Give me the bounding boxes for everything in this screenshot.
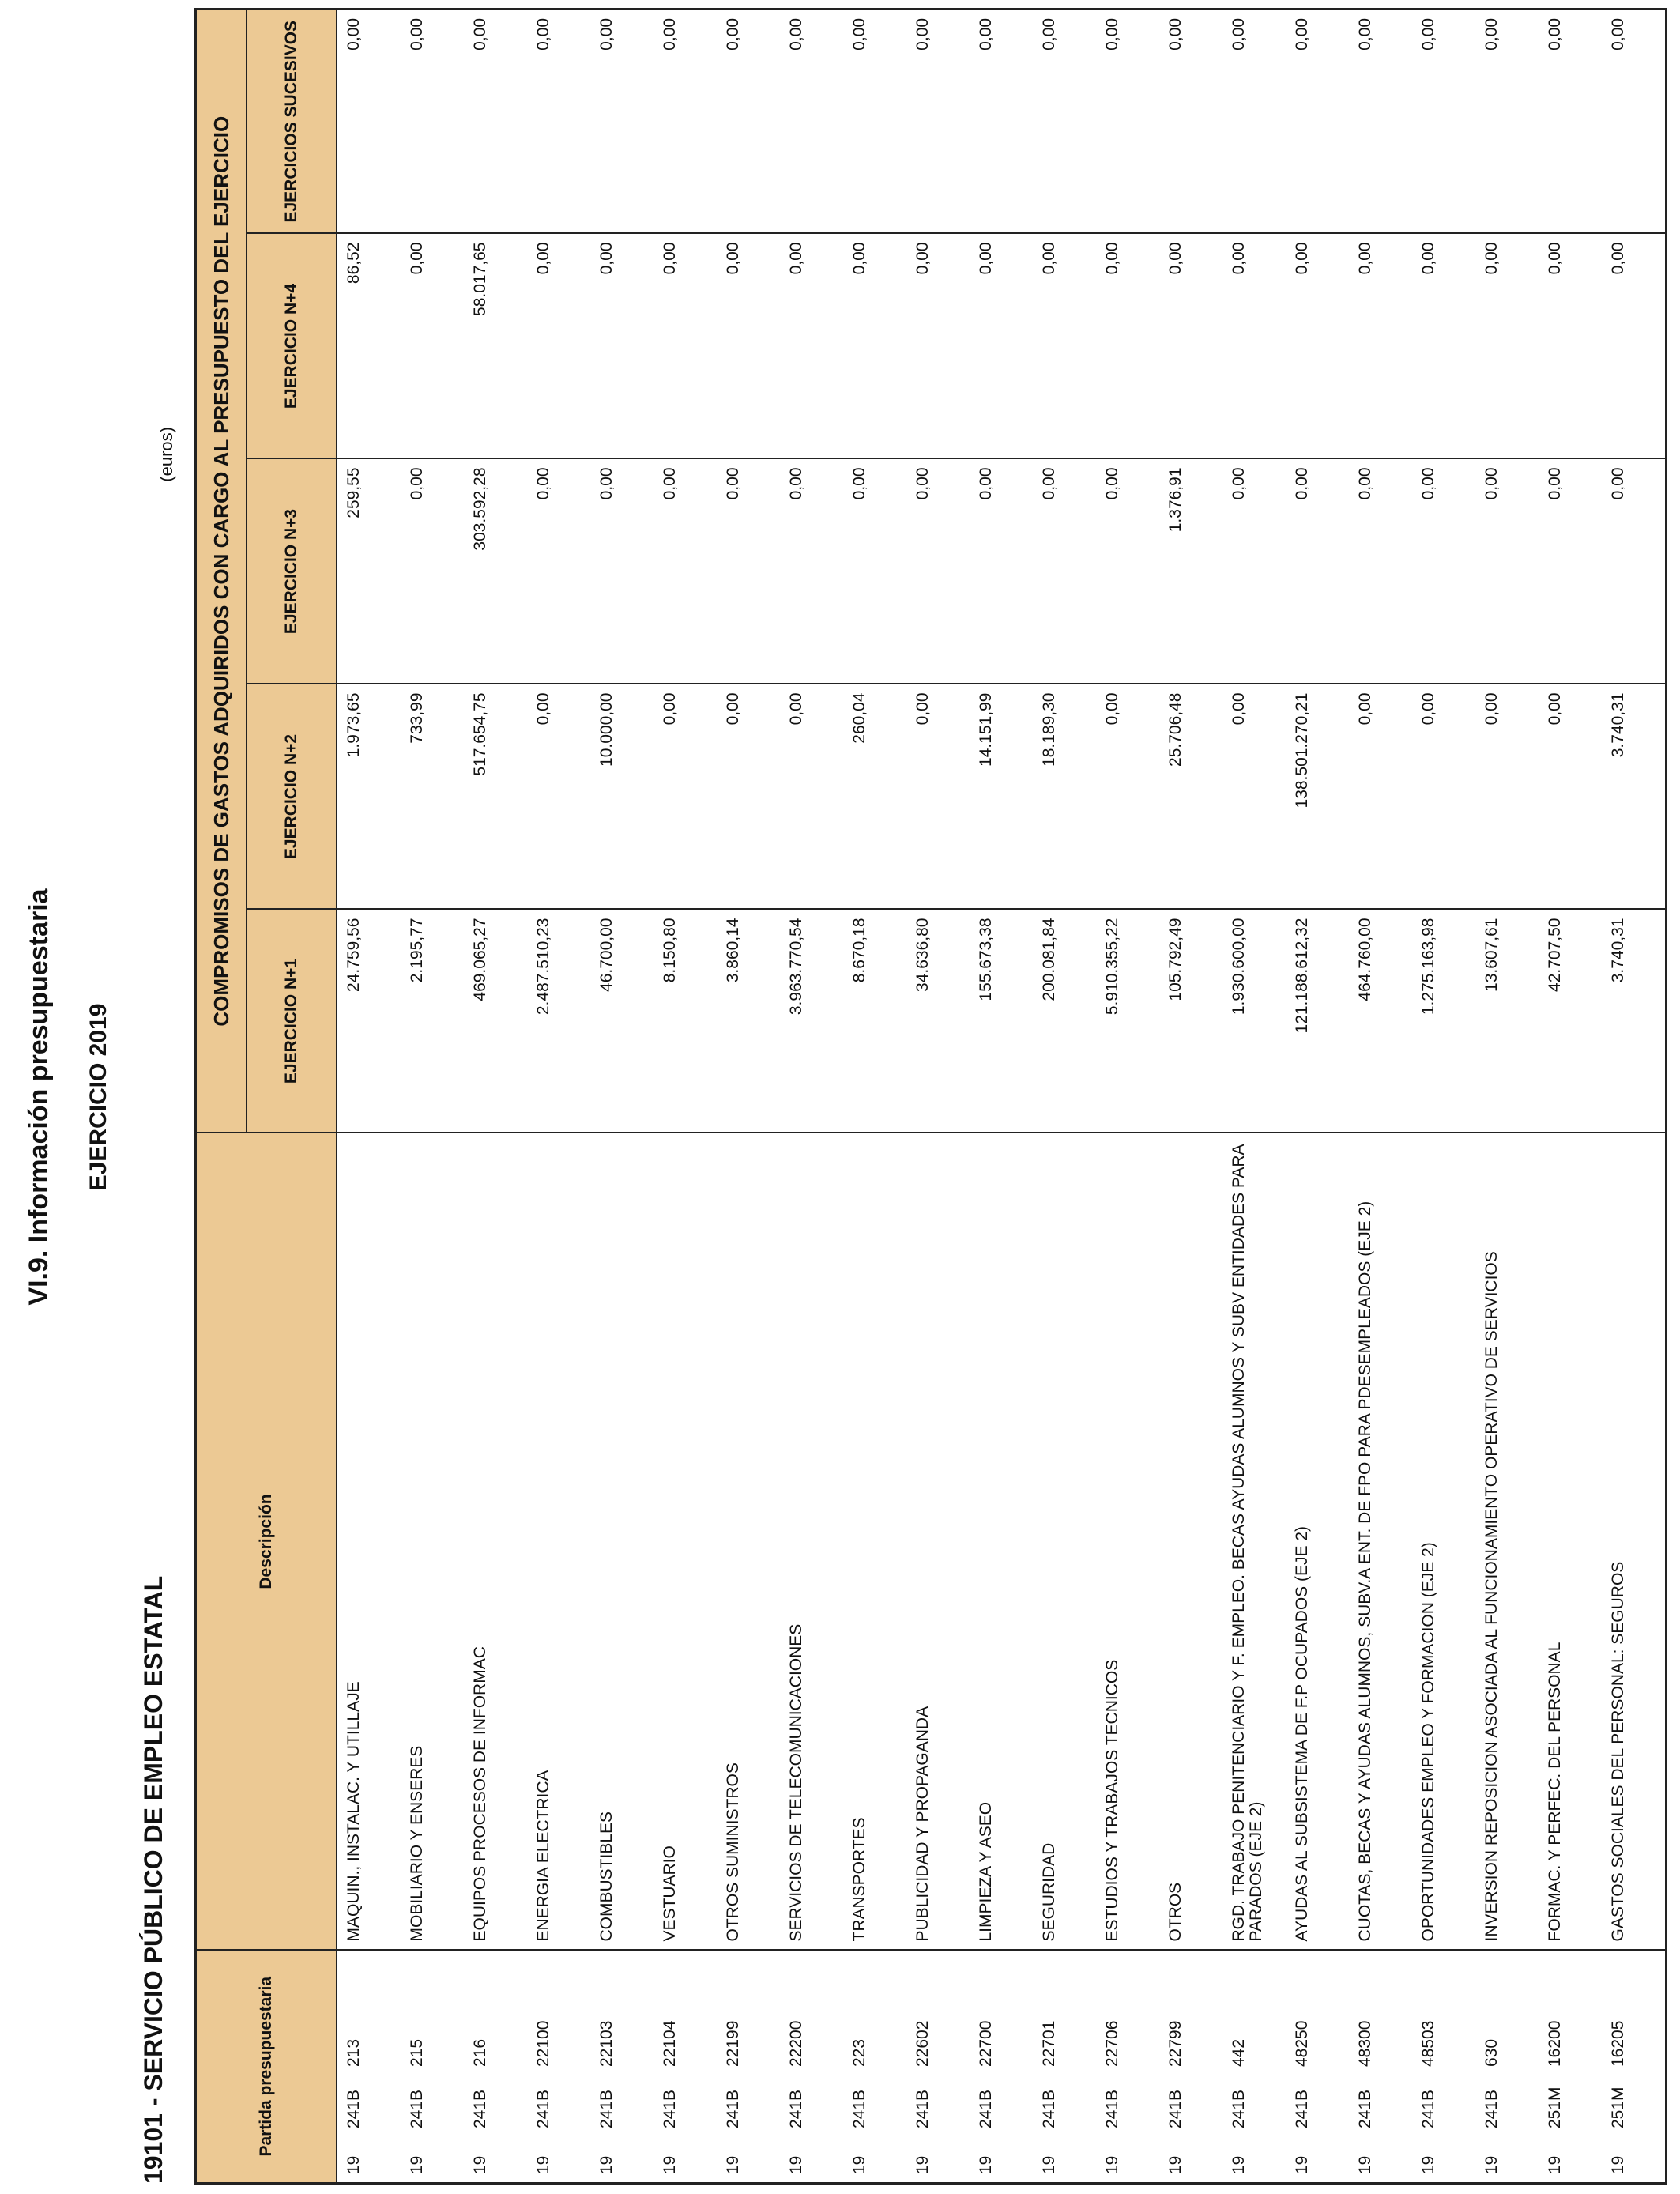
n3-cell: 0,00 <box>843 459 906 684</box>
page-subtitle: EJERCICIO 2019 <box>85 1003 111 1191</box>
n1-cell: 200.081,84 <box>1033 910 1096 1133</box>
n4-cell: 0,00 <box>654 234 717 459</box>
n3-cell: 0,00 <box>1033 459 1096 684</box>
partida-section: 19 <box>1482 2155 1501 2174</box>
description-cell: TRANSPORTES <box>843 1133 906 1951</box>
n2-cell: 3.740,31 <box>1602 684 1667 910</box>
partida-concept: 22100 <box>534 2020 552 2067</box>
n4-cell: 0,00 <box>1222 234 1286 459</box>
partida-cell <box>780 1951 843 2184</box>
n1-cell: 42.707,50 <box>1539 910 1602 1133</box>
col-header-n3: EJERCICIO N+3 <box>247 459 337 684</box>
n2-cell: 18.189,30 <box>1033 684 1096 910</box>
partida-cell <box>401 1951 464 2184</box>
partida-concept: 216 <box>471 2038 489 2067</box>
col-header-descripcion: Descripción <box>196 1133 337 1951</box>
n2-cell: 25.706,48 <box>1159 684 1222 910</box>
n2-cell: 0,00 <box>717 684 780 910</box>
n1-cell: 3.860,14 <box>717 910 780 1133</box>
description-cell: FORMAC. Y PERFEC. DEL PERSONAL <box>1539 1133 1602 1951</box>
partida-concept: 22602 <box>913 2020 932 2067</box>
table-row <box>464 9 527 2183</box>
partida-section: 19 <box>534 2155 552 2174</box>
partida-concept: 442 <box>1230 2038 1248 2067</box>
n4-cell: 0,00 <box>717 234 780 459</box>
n1-cell: 1.930.600,00 <box>1222 910 1286 1133</box>
n4-cell: 0,00 <box>1096 234 1159 459</box>
partida-concept: 16205 <box>1609 2020 1627 2067</box>
sucesivos-cell: 0,00 <box>970 9 1033 233</box>
n4-cell: 0,00 <box>1349 234 1412 459</box>
n3-cell: 0,00 <box>717 459 780 684</box>
partida-cell <box>717 1951 780 2184</box>
sucesivos-cell: 0,00 <box>654 9 717 233</box>
sucesivos-cell: 0,00 <box>843 9 906 233</box>
partida-cell <box>906 1951 970 2184</box>
sucesivos-cell: 0,00 <box>780 9 843 233</box>
n3-cell: 0,00 <box>527 459 590 684</box>
n4-cell: 0,00 <box>1602 234 1667 459</box>
partida-cell <box>1349 1951 1412 2184</box>
partida-section: 19 <box>913 2155 932 2174</box>
partida-program: 241B <box>1356 2089 1374 2128</box>
n2-cell: 0,00 <box>906 684 970 910</box>
n1-cell: 3.740,31 <box>1602 910 1667 1133</box>
partida-section: 19 <box>1166 2155 1185 2174</box>
budget-table <box>194 8 1667 2185</box>
n3-cell: 0,00 <box>590 459 654 684</box>
table-row <box>590 9 654 2183</box>
partida-program: 241B <box>1040 2089 1058 2128</box>
n1-cell: 2.195,77 <box>401 910 464 1133</box>
n1-cell: 8.150,80 <box>654 910 717 1133</box>
n2-cell: 0,00 <box>1096 684 1159 910</box>
organism-heading: 19101 - SERVICIO PÚBLICO DE EMPLEO ESTATAL <box>139 1575 168 2184</box>
n2-cell: 733,99 <box>401 684 464 910</box>
n3-cell: 0,00 <box>1349 459 1412 684</box>
partida-program: 241B <box>471 2089 489 2128</box>
partida-program: 241B <box>913 2089 932 2128</box>
description-cell: MOBILIARIO Y ENSERES <box>401 1133 464 1951</box>
n1-cell: 469.065,27 <box>464 910 527 1133</box>
description-cell: VESTUARIO <box>654 1133 717 1951</box>
description-cell: GASTOS SOCIALES DEL PERSONAL: SEGUROS <box>1602 1133 1667 1951</box>
partida-section: 19 <box>1546 2155 1564 2174</box>
page-title: VI.9. Información presupuestaria <box>24 888 54 1306</box>
partida-cell <box>337 1951 401 2184</box>
n4-cell: 86,52 <box>337 234 401 459</box>
description-cell: AYUDAS AL SUBSISTEMA DE F.P OCUPADOS (EJE 2) <box>1286 1133 1349 1951</box>
n4-cell: 58.017,65 <box>464 234 527 459</box>
partida-program: 251M <box>1609 2087 1627 2128</box>
partida-section: 19 <box>1419 2155 1437 2174</box>
partida-section: 19 <box>850 2155 868 2174</box>
partida-program: 241B <box>597 2089 616 2128</box>
partida-section: 19 <box>471 2155 489 2174</box>
partida-concept: 213 <box>345 2038 363 2067</box>
n4-cell: 0,00 <box>1286 234 1349 459</box>
n3-cell: 0,00 <box>1539 459 1602 684</box>
sucesivos-cell: 0,00 <box>590 9 654 233</box>
partida-cell <box>1033 1951 1096 2184</box>
n3-cell: 0,00 <box>654 459 717 684</box>
sucesivos-cell: 0,00 <box>1539 9 1602 233</box>
table-row <box>654 9 717 2183</box>
partida-cell <box>1222 1951 1286 2184</box>
n1-cell: 34.636,80 <box>906 910 970 1133</box>
n3-cell: 0,00 <box>1222 459 1286 684</box>
n4-cell: 0,00 <box>780 234 843 459</box>
n2-cell: 1.973,65 <box>337 684 401 910</box>
partida-cell <box>843 1951 906 2184</box>
n1-cell: 13.607,61 <box>1475 910 1539 1133</box>
partida-concept: 48300 <box>1356 2020 1374 2067</box>
table-row <box>1539 9 1602 2183</box>
n1-cell: 2.487.510,23 <box>527 910 590 1133</box>
n2-cell: 0,00 <box>1475 684 1539 910</box>
n1-cell: 1.275.163,98 <box>1412 910 1475 1133</box>
partida-concept: 215 <box>408 2038 426 2067</box>
table-row <box>337 9 401 2183</box>
n1-cell: 5.910.355,22 <box>1096 910 1159 1133</box>
table-row <box>780 9 843 2183</box>
sucesivos-cell: 0,00 <box>527 9 590 233</box>
partida-program: 241B <box>724 2089 742 2128</box>
n2-cell: 0,00 <box>1349 684 1412 910</box>
n3-cell: 1.376,91 <box>1159 459 1222 684</box>
n3-cell: 0,00 <box>401 459 464 684</box>
n1-cell: 121.188.612,32 <box>1286 910 1349 1133</box>
n3-cell: 0,00 <box>1096 459 1159 684</box>
sucesivos-cell: 0,00 <box>1602 9 1667 233</box>
n1-cell: 105.792,49 <box>1159 910 1222 1133</box>
n2-cell: 0,00 <box>1412 684 1475 910</box>
partida-section: 19 <box>1356 2155 1374 2174</box>
partida-concept: 22799 <box>1166 2020 1185 2067</box>
partida-concept: 630 <box>1482 2038 1501 2067</box>
partida-program: 241B <box>1230 2089 1248 2128</box>
partida-program: 251M <box>1546 2087 1564 2128</box>
description-cell: SERVICIOS DE TELECOMUNICACIONES <box>780 1133 843 1951</box>
table-row <box>1475 9 1539 2183</box>
description-cell: ENERGIA ELECTRICA <box>527 1133 590 1951</box>
table-row <box>1096 9 1159 2183</box>
sucesivos-cell: 0,00 <box>1475 9 1539 233</box>
partida-concept: 48250 <box>1293 2020 1311 2067</box>
sucesivos-cell: 0,00 <box>1033 9 1096 233</box>
n1-cell: 8.670,18 <box>843 910 906 1133</box>
group-header: COMPROMISOS DE GASTOS ADQUIRIDOS CON CARGO AL PRESUPUESTO DEL EJERCICIO <box>196 9 247 1133</box>
n4-cell: 0,00 <box>1033 234 1096 459</box>
partida-cell <box>1096 1951 1159 2184</box>
n4-cell: 0,00 <box>970 234 1033 459</box>
partida-program: 241B <box>408 2089 426 2128</box>
n3-cell: 0,00 <box>1412 459 1475 684</box>
n2-cell: 0,00 <box>1539 684 1602 910</box>
partida-section: 19 <box>597 2155 616 2174</box>
partida-section: 19 <box>724 2155 742 2174</box>
description-cell: PUBLICIDAD Y PROPAGANDA <box>906 1133 970 1951</box>
sucesivos-cell: 0,00 <box>337 9 401 233</box>
col-header-n1: EJERCICIO N+1 <box>247 910 337 1133</box>
partida-section: 19 <box>661 2155 679 2174</box>
n1-cell: 155.673,38 <box>970 910 1033 1133</box>
sucesivos-cell: 0,00 <box>1412 9 1475 233</box>
sucesivos-cell: 0,00 <box>1349 9 1412 233</box>
partida-cell <box>1475 1951 1539 2184</box>
partida-section: 19 <box>1040 2155 1058 2174</box>
n3-cell: 259,55 <box>337 459 401 684</box>
partida-program: 241B <box>534 2089 552 2128</box>
partida-cell <box>1159 1951 1222 2184</box>
description-cell: RGD. TRABAJO PENITENCIARIO Y F. EMPLEO. BECAS AYUDAS ALUMNOS Y SUBV ENTIDADES PARA PARADOS (EJE 2) <box>1222 1133 1286 1951</box>
n4-cell: 0,00 <box>843 234 906 459</box>
partida-section: 19 <box>408 2155 426 2174</box>
partida-program: 241B <box>977 2089 995 2128</box>
partida-concept: 22199 <box>724 2020 742 2067</box>
sucesivos-cell: 0,00 <box>401 9 464 233</box>
table-row <box>906 9 970 2183</box>
n4-cell: 0,00 <box>401 234 464 459</box>
table-row <box>401 9 464 2183</box>
partida-section: 19 <box>1230 2155 1248 2174</box>
n3-cell: 303.592,28 <box>464 459 527 684</box>
partida-program: 241B <box>345 2089 363 2128</box>
description-cell: OTROS <box>1159 1133 1222 1951</box>
partida-concept: 16200 <box>1546 2020 1564 2067</box>
n2-cell: 0,00 <box>1222 684 1286 910</box>
description-cell: COMBUSTIBLES <box>590 1133 654 1951</box>
table-row <box>1222 9 1286 2183</box>
partida-concept: 22701 <box>1040 2020 1058 2067</box>
table-row <box>1602 9 1667 2183</box>
col-header-n4: EJERCICIO N+4 <box>247 234 337 459</box>
partida-concept: 48503 <box>1419 2020 1437 2067</box>
sucesivos-cell: 0,00 <box>1286 9 1349 233</box>
partida-concept: 223 <box>850 2038 868 2067</box>
n3-cell: 0,00 <box>1475 459 1539 684</box>
table-row <box>527 9 590 2183</box>
partida-program: 241B <box>1482 2089 1501 2128</box>
partida-section: 19 <box>1103 2155 1121 2174</box>
n2-cell: 138.501.270,21 <box>1286 684 1349 910</box>
n4-cell: 0,00 <box>1159 234 1222 459</box>
description-cell: OPORTUNIDADES EMPLEO Y FORMACION (EJE 2) <box>1412 1133 1475 1951</box>
partida-program: 241B <box>850 2089 868 2128</box>
n1-cell: 3.963.770,54 <box>780 910 843 1133</box>
description-cell: INVERSION REPOSICION ASOCIADA AL FUNCIONAMIENTO OPERATIVO DE SERVICIOS <box>1475 1133 1539 1951</box>
n2-cell: 260,04 <box>843 684 906 910</box>
table-row <box>1412 9 1475 2183</box>
units-label: (euros) <box>156 427 176 482</box>
table-row <box>1349 9 1412 2183</box>
partida-cell <box>970 1951 1033 2184</box>
partida-cell <box>527 1951 590 2184</box>
partida-cell <box>654 1951 717 2184</box>
partida-section: 19 <box>787 2155 805 2174</box>
n4-cell: 0,00 <box>1539 234 1602 459</box>
n4-cell: 0,00 <box>590 234 654 459</box>
table-row <box>843 9 906 2183</box>
description-cell: ESTUDIOS Y TRABAJOS TECNICOS <box>1096 1133 1159 1951</box>
n1-cell: 46.700,00 <box>590 910 654 1133</box>
n1-cell: 464.760,00 <box>1349 910 1412 1133</box>
n3-cell: 0,00 <box>970 459 1033 684</box>
partida-program: 241B <box>1419 2089 1437 2128</box>
n4-cell: 0,00 <box>1475 234 1539 459</box>
n2-cell: 0,00 <box>654 684 717 910</box>
partida-concept: 22706 <box>1103 2020 1121 2067</box>
description-cell: MAQUIN., INSTALAC. Y UTILLAJE <box>337 1133 401 1951</box>
sucesivos-cell: 0,00 <box>717 9 780 233</box>
n4-cell: 0,00 <box>906 234 970 459</box>
sucesivos-cell: 0,00 <box>1159 9 1222 233</box>
partida-cell <box>590 1951 654 2184</box>
n2-cell: 517.654,75 <box>464 684 527 910</box>
partida-concept: 22103 <box>597 2020 616 2067</box>
table-row <box>1033 9 1096 2183</box>
partida-program: 241B <box>1293 2089 1311 2128</box>
n2-cell: 0,00 <box>527 684 590 910</box>
partida-cell <box>1539 1951 1602 2184</box>
n3-cell: 0,00 <box>780 459 843 684</box>
partida-cell <box>1602 1951 1667 2184</box>
col-header-partida: Partida presupuestaria <box>196 1951 337 2184</box>
partida-program: 241B <box>1166 2089 1185 2128</box>
description-cell: EQUIPOS PROCESOS DE INFORMAC <box>464 1133 527 1951</box>
description-cell: CUOTAS, BECAS Y AYUDAS ALUMNOS, SUBV.A ENT. DE FPO PARA PDESEMPLEADOS (EJE 2) <box>1349 1133 1412 1951</box>
n2-cell: 0,00 <box>780 684 843 910</box>
partida-cell <box>1286 1951 1349 2184</box>
partida-program: 241B <box>661 2089 679 2128</box>
n2-cell: 10.000,00 <box>590 684 654 910</box>
partida-concept: 22104 <box>661 2020 679 2067</box>
n4-cell: 0,00 <box>1412 234 1475 459</box>
n3-cell: 0,00 <box>906 459 970 684</box>
description-cell: SEGURIDAD <box>1033 1133 1096 1951</box>
partida-section: 19 <box>977 2155 995 2174</box>
n3-cell: 0,00 <box>1286 459 1349 684</box>
table-row <box>970 9 1033 2183</box>
description-cell: OTROS SUMINISTROS <box>717 1133 780 1951</box>
description-cell: LIMPIEZA Y ASEO <box>970 1133 1033 1951</box>
partida-program: 241B <box>787 2089 805 2128</box>
col-header-n2: EJERCICIO N+2 <box>247 684 337 910</box>
partida-program: 241B <box>1103 2089 1121 2128</box>
n1-cell: 24.759,56 <box>337 910 401 1133</box>
table-row <box>717 9 780 2183</box>
partida-concept: 22700 <box>977 2020 995 2067</box>
partida-cell <box>464 1951 527 2184</box>
partida-section: 19 <box>1609 2155 1627 2174</box>
sucesivos-cell: 0,00 <box>1222 9 1286 233</box>
n4-cell: 0,00 <box>527 234 590 459</box>
table-row <box>1159 9 1222 2183</box>
sucesivos-cell: 0,00 <box>906 9 970 233</box>
n2-cell: 14.151,99 <box>970 684 1033 910</box>
partida-cell <box>1412 1951 1475 2184</box>
sucesivos-cell: 0,00 <box>1096 9 1159 233</box>
n3-cell: 0,00 <box>1602 459 1667 684</box>
partida-concept: 22200 <box>787 2020 805 2067</box>
partida-section: 19 <box>345 2155 363 2174</box>
col-header-sucesivos: EJERCICIOS SUCESIVOS <box>247 9 337 233</box>
sucesivos-cell: 0,00 <box>464 9 527 233</box>
partida-section: 19 <box>1293 2155 1311 2174</box>
table-row <box>1286 9 1349 2183</box>
